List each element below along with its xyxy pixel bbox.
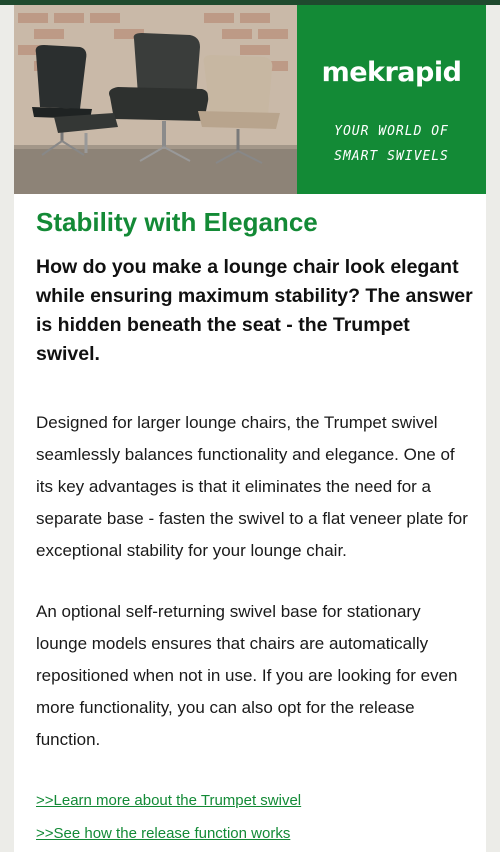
- paragraph-2: An optional self-returning swivel base for stationary lounge models ensures that chairs are automatically repositioned when not in use. If you are looking for even more functionality, you can also opt for the release function.: [36, 602, 458, 749]
- chairs-photo: [14, 5, 297, 194]
- brand-panel: [297, 5, 486, 194]
- learn-more-link[interactable]: >>Learn more about the Trumpet swivel: [36, 792, 302, 809]
- article-subheadline: How do you make a lounge chair look elegant while ensuring maximum stability? The answer is hidden beneath the seat - the Trumpet swivel.: [36, 256, 473, 365]
- tagline-line-1: YOUR WORLD OF: [334, 124, 449, 139]
- chairs-illustration: [14, 5, 297, 194]
- brand-logo: mekrapid: [321, 57, 462, 88]
- tagline-line-2: SMART SWIVELS: [334, 149, 449, 164]
- article-body: [36, 205, 476, 852]
- release-function-link[interactable]: >>See how the release function works: [36, 825, 291, 842]
- email-card: [14, 5, 486, 852]
- paragraph-1: Designed for larger lounge chairs, the Trumpet swivel seamlessly balances functionality and elegance. One of its key advantages is that it eliminates the need for a separate base - fasten the swivel to a flat veneer plate for exceptional stability for your lounge chair.: [36, 413, 468, 560]
- hero-banner: [14, 5, 486, 194]
- links-list: [36, 791, 476, 844]
- article-headline: Stability with Elegance: [36, 207, 318, 237]
